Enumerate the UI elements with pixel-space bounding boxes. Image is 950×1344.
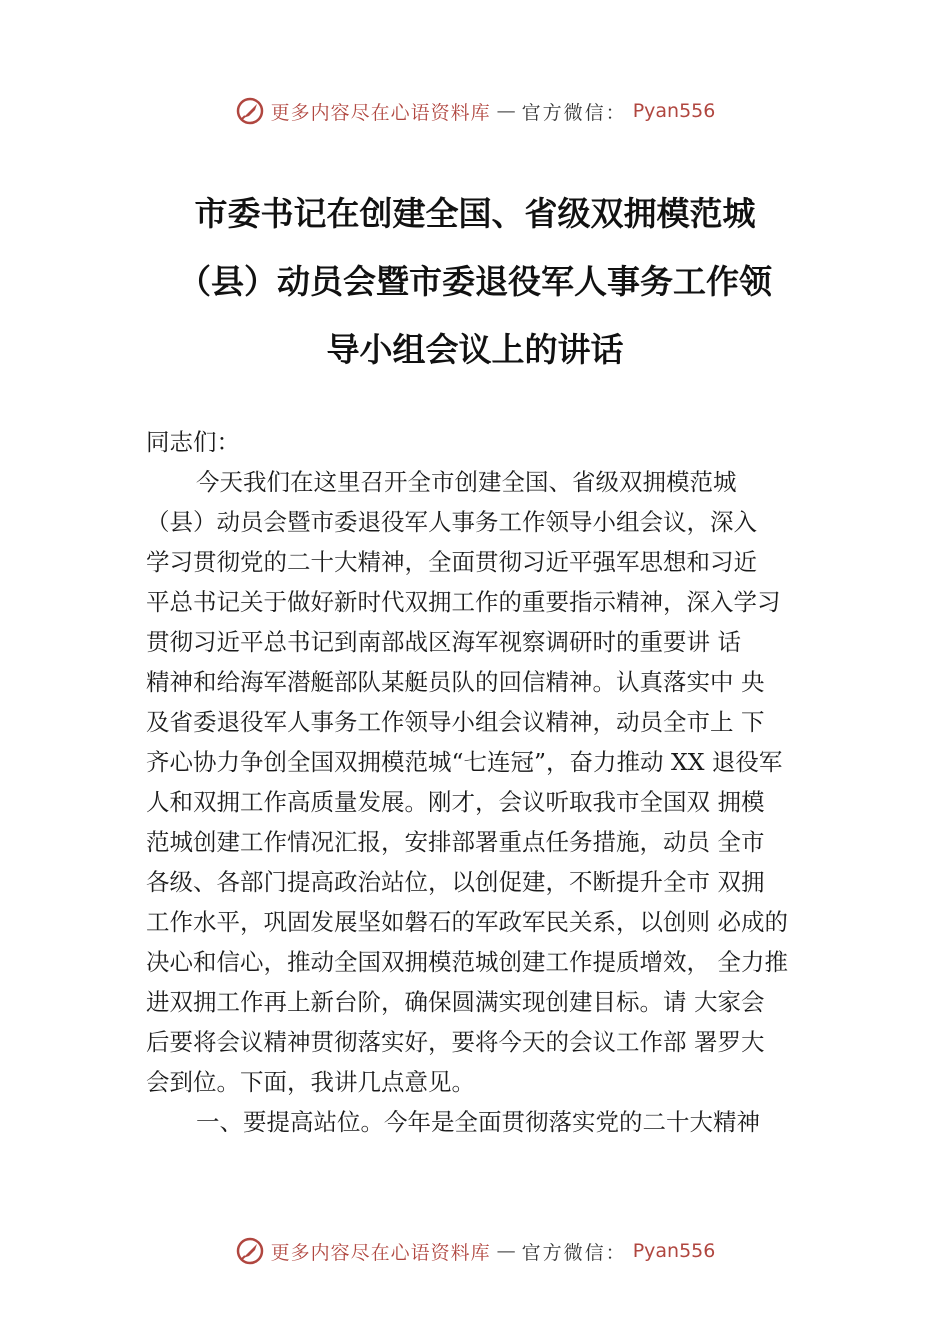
body-line: 平总书记关于做好新时代双拥工作的重要指示精神，深入学习 [146, 588, 781, 616]
watermark-separator: — [496, 100, 516, 122]
body-line: 各级、各部门提高政治站位，以创促建，不断提升全市 双拥 [146, 868, 765, 896]
body-line: 贯彻习近平总书记到南部战区海军视察调研时的重要讲 话 [146, 628, 741, 656]
salutation: 同志们： [146, 428, 240, 456]
watermark-id: Pyan556 [632, 1240, 716, 1262]
watermark-brand: 更多内容尽在心语资料库 [270, 1241, 491, 1264]
body-line: 决心和信心，推动全国双拥模范城创建工作提质增效， 全力推 [146, 948, 788, 976]
document-body [146, 422, 836, 1142]
body-line: 今天我们在这里召开全市创建全国、省级双拥模范城 [196, 468, 737, 496]
body-line: 进双拥工作再上新台阶，确保圆满实现创建目标。请 大家会 [146, 988, 765, 1016]
body-line: 精神和给海军潜艇部队某艇员队的回信精神。认真落实中 央 [146, 668, 765, 696]
watermark-header [0, 96, 950, 126]
watermark-footer [0, 1236, 950, 1266]
body-line: 齐心协力争创全国双拥模范城“七连冠”，奋力推动 XX 退役军 [146, 748, 783, 776]
body-line: 一、要提高站位。今年是全面贯彻落实党的二十大精神 [196, 1108, 760, 1136]
body-line: 及省委退役军人事务工作领导小组会议精神，动员全市上 下 [146, 708, 765, 736]
body-line: （县）动员会暨市委退役军人事务工作领导小组会议，深入 [146, 508, 757, 536]
watermark-id: Pyan556 [632, 100, 716, 122]
body-line: 学习贯彻党的二十大精神，全面贯彻习近平强军思想和习近 [146, 548, 757, 576]
body-line: 工作水平，巩固发展坚如磐石的军政军民关系，以创则 必成的 [146, 908, 788, 936]
watermark-label: 官方微信： [521, 1241, 627, 1264]
title-line: （县）动员会暨市委退役军人事务工作领 [178, 262, 772, 301]
watermark-label: 官方微信： [521, 101, 627, 124]
document-title [140, 180, 810, 384]
body-line: 范城创建工作情况汇报，安排部署重点任务措施，动员 全市 [146, 828, 765, 856]
title-line: 市委书记在创建全国、省级双拥模范城 [194, 194, 756, 233]
quill-logo-icon [235, 1236, 265, 1266]
title-line: 导小组会议上的讲话 [326, 330, 624, 369]
body-line: 会到位。下面，我讲几点意见。 [146, 1068, 475, 1096]
body-line: 后要将会议精神贯彻落实好，要将今天的会议工作部 署罗大 [146, 1028, 765, 1056]
watermark-brand: 更多内容尽在心语资料库 [270, 101, 491, 124]
body-line: 人和双拥工作高质量发展。刚才，会议听取我市全国双 拥模 [146, 788, 765, 816]
quill-logo-icon [235, 96, 265, 126]
watermark-separator: — [496, 1240, 516, 1262]
